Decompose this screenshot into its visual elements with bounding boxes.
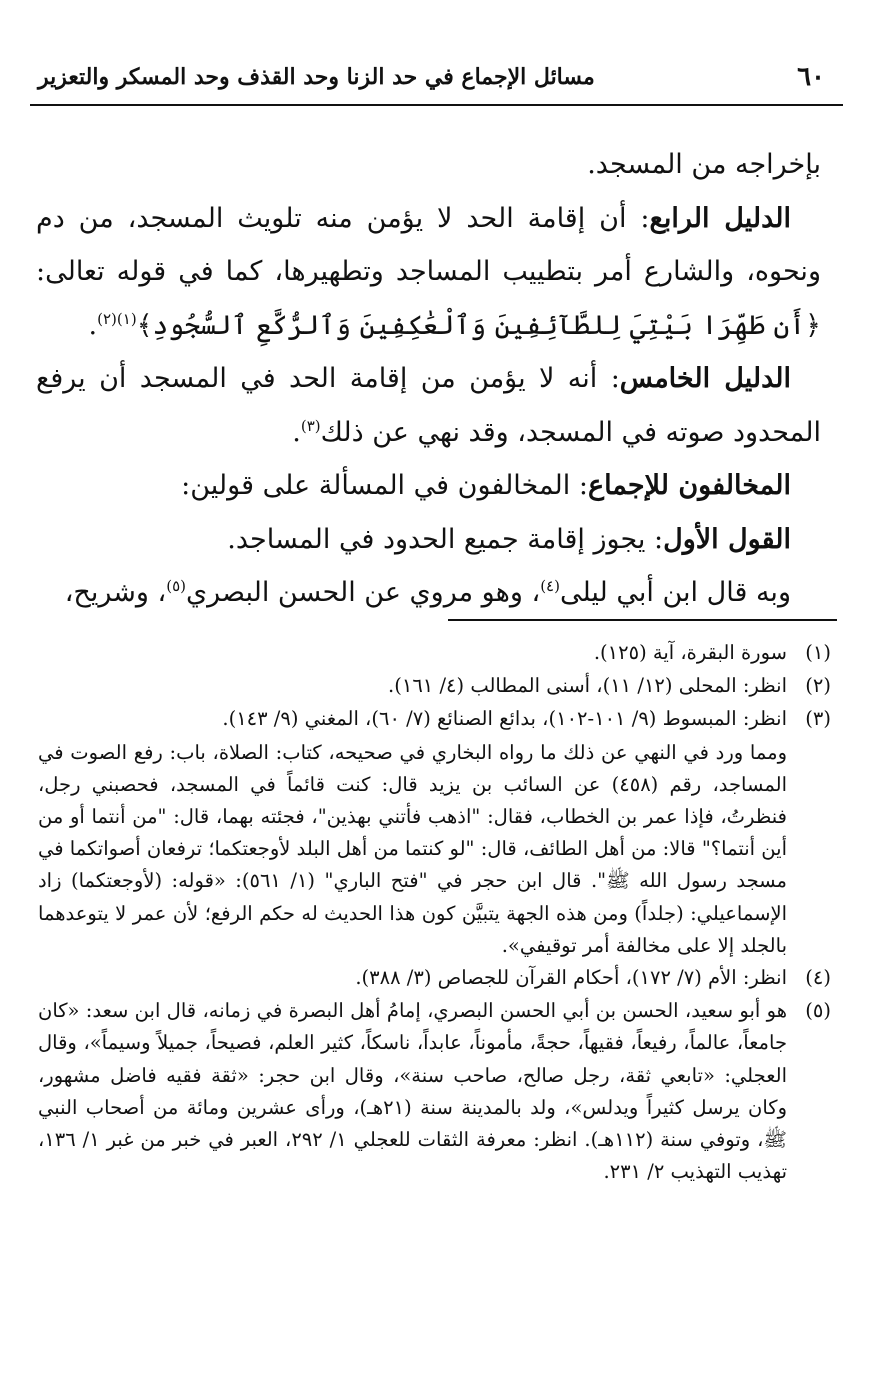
footnote-ref-5: (٥) [166,577,187,595]
paragraph-evidence-5: الدليل الخامس: أنه لا يؤمن من إقامة الحد في المسجد أن يرفع المحدود صوته في المسجد، وقد نهي عن ذلك$^{(٣)}$. [36,363,821,448]
footnote-text: سورة البقرة، آية (١٢٥). [593,641,787,664]
evidence-5-label: الدليل الخامس [619,363,791,394]
paragraph-dissenters: المخالفون للإجماع: المخالفون في المسألة على قولين: [181,470,791,501]
header-rule [30,104,843,106]
paragraph-1: بإخراجه من المسجد. [587,149,821,180]
footnote-text: انظر: المحلى (١٢/ ١١)، أسنى المطالب (٤/ ١٦١). [388,674,787,698]
footnote-text: انظر: المبسوط (٩/ ١٠١-١٠٢)، بدائع الصنائع (٧/ ٦٠)، المغني (٩/ ١٤٣). [222,707,787,731]
footnote-3-continuation: ومما ورد في النهي عن ذلك ما رواه البخاري في صحيحه، كتاب: الصلاة، باب: رفع الصوت في المساجد، رقم (٤٥٨) عن السائب بن يزيد قال: كنت قائماً في المسجد، فحصبني رجل، فنظرتُ، فإذا عمر بن الخطاب، فقال: "اذهب فأتني بهذين"، فجئته بهما، قال: "من أنتما أو من أين أنتما؟" قالا: من أهل الطائف، قال: "لو كنتما من أهل البلد لأوجعتكما؛ ترفعان أصواتكما في مسجد رسول الله ﷺ". قال ابن حجر في "فتح الباري" (١/ ٥٦١): «قوله: (لأوجعتكما) زاد الإسماعيلي: (جلداً) ومن هذه الجهة يتبيَّن كون هذا الحديث له حكم الرفع؛ لأن عمر لا يتوعدهما بالجلد إلا على مخالفة أمر توقيفي». [38,740,787,957]
footnote-ref-1-2: (١)(٢) [97,309,137,328]
footnote-rule [448,619,837,621]
footnote-ref-3: (٣) [300,416,321,435]
footnote-text: انظر: الأم (٧/ ١٧٢)، أحكام القرآن للجصاص (٣/ ٣٨٨). [355,966,787,990]
paragraph-proponents: وبه قال ابن أبي ليلى$^{(٤)}$، وهو مروي عن الحسن البصري$^{(٥)}$، وشريح، [64,577,791,608]
main-text [36,138,821,620]
footnote-number: (١) [805,641,831,664]
footnotes [38,637,831,1189]
footnote-1 [38,637,831,669]
paragraph-evidence-4: الدليل الرابع: أن إقامة الحد لا يؤمن منه تلويث المسجد، من دم ونحوه، والشارع أمر بتطييب المساجد وتطهيرها، كما في قوله تعالى: ﴿أَن طَهِّرَا بَيْتِيَ لِلطَّآئِفِينَ وَٱلْعَٰكِفِينَ وَٱلرُّكَّعِ ٱلسُّجُودِ﴾$^{(١)(٢)}$. [36,202,821,341]
evidence-4-label: الدليل الرابع [649,202,791,234]
page-number: ٦٠ [797,62,825,92]
footnote-5 [38,995,831,1188]
paragraph-first-opinion: القول الأول: يجوز إقامة جميع الحدود في المساجد. [227,523,791,555]
footnote-2 [38,670,831,702]
footnote-number: (٣) [805,707,831,731]
dissenters-label: المخالفون للإجماع [587,470,791,501]
footnote-ref-4: (٤) [540,577,560,595]
footnote-3 [38,703,831,735]
footnote-4 [38,962,831,994]
footnote-text: هو أبو سعيد، الحسن بن أبي الحسن البصري، إمامُ أهل البصرة في زمانه، قال ابن سعد: «كان جامعاً، عالماً، رفيعاً، فقيهاً، حجةً، مأموناً، عابداً، ناسكاً، كثير العلم، فصيحاً، جميلاً وسيماً»، وقال العجلي: «تابعي ثقة، رجل صالح، صاحب سنة»، وقال ابن حجر: «ثقة فقيه فاضل مشهور، وكان يرسل كثيراً ويدلس»، ولد بالمدينة سنة (٢١هـ)، ورأى عشرين ومائة من أصحاب النبي ﷺ، وتوفي سنة (١١٢هـ). انظر: معرفة الثقات للعجلي ١/ ٢٩٢، العبر في خبر من غبر ١/ ١٣٦، تهذيب التهذيب ٢/ ٢٣١. [38,999,787,1184]
footnote-number: (٢) [805,674,831,698]
footnote-number: (٤) [805,966,831,990]
running-title: مسائل الإجماع في حد الزنا وحد القذف وحد المسكر والتعزير [38,64,595,90]
footnote-number: (٥) [805,999,831,1023]
first-opinion-label: القول الأول [663,523,791,555]
page-header [30,52,843,102]
quran-verse: ﴿أَن طَهِّرَا بَيْتِيَ لِلطَّآئِفِينَ وَٱلْعَٰكِفِينَ وَٱلرُّكَّعِ ٱلسُّجُودِ﴾ [136,309,821,341]
